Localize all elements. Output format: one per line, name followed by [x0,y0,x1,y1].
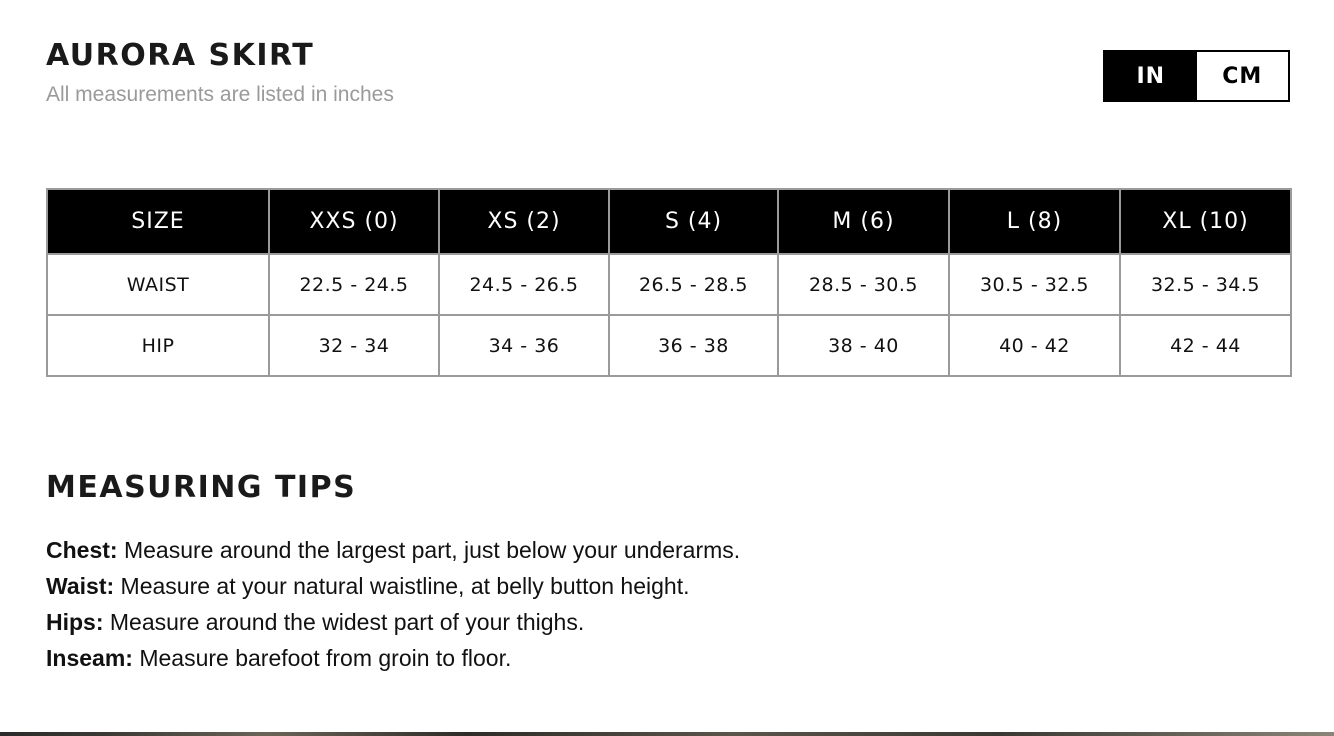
size-chart-table [46,188,1292,377]
tip-text: Measure barefoot from groin to floor. [132,645,512,671]
column-header-m: M (6) [778,189,949,254]
tip-label: Chest: [46,537,118,563]
unit-cm-button[interactable]: CM [1197,52,1289,100]
column-header-size: SIZE [47,189,269,254]
table-cell: 40 - 42 [949,315,1120,376]
tip-text: Measure around the widest part of your thighs. [103,609,585,635]
table-cell: 24.5 - 26.5 [439,254,609,315]
tip-chest [46,532,740,568]
table-header-row [47,189,1291,254]
tip-label: Hips: [46,609,104,635]
table-cell: 22.5 - 24.5 [269,254,439,315]
unit-in-button[interactable]: IN [1105,52,1197,100]
tip-text: Measure at your natural waistline, at belly button height. [114,573,690,599]
tip-label: Inseam: [46,645,133,671]
row-label-hip: HIP [47,315,269,376]
page-subtitle: All measurements are listed in inches [46,83,394,106]
tip-hips [46,604,740,640]
measuring-tips-title: MEASURING TIPS [46,470,357,505]
table-row [47,315,1291,376]
column-header-xxs: XXS (0) [269,189,439,254]
column-header-xl: XL (10) [1120,189,1291,254]
column-header-l: L (8) [949,189,1120,254]
table-cell: 30.5 - 32.5 [949,254,1120,315]
header [46,36,394,108]
table-cell: 26.5 - 28.5 [609,254,778,315]
table-cell: 42 - 44 [1120,315,1291,376]
table-cell: 34 - 36 [439,315,609,376]
measuring-tips-section [46,466,740,676]
tip-waist [46,568,740,604]
bottom-image-edge [0,732,1334,736]
table-cell: 28.5 - 30.5 [778,254,949,315]
unit-toggle [1103,50,1290,102]
table-cell: 38 - 40 [778,315,949,376]
tip-inseam [46,640,740,676]
tip-label: Waist: [46,573,115,599]
tip-text: Measure around the largest part, just below your underarms. [117,537,741,563]
table-cell: 32.5 - 34.5 [1120,254,1291,315]
column-header-xs: XS (2) [439,189,609,254]
table-row [47,254,1291,315]
page-title: AURORA SKIRT [46,38,315,73]
row-label-waist: WAIST [47,254,269,315]
column-header-s: S (4) [609,189,778,254]
table-cell: 32 - 34 [269,315,439,376]
table-cell: 36 - 38 [609,315,778,376]
